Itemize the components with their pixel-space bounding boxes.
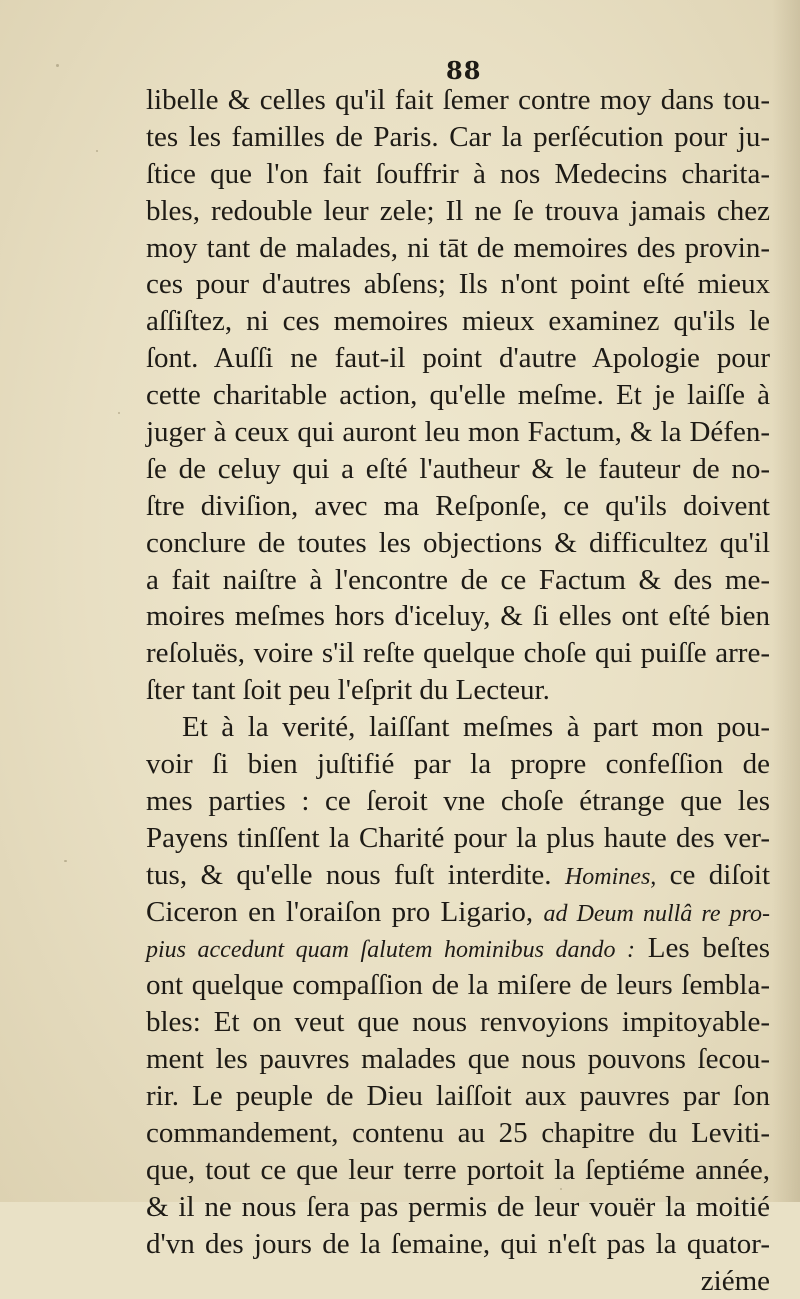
page-number: 88 <box>446 56 481 85</box>
text-line: ces pour d'autres abſens; Ils n'ont point eſté mieux <box>146 266 770 303</box>
text-line: bles: Et on veut que nous renvoyions impitoyable- <box>146 1004 770 1041</box>
text-line: bles, redouble leur zele; Il ne ſe trouva jamais chez <box>146 193 770 230</box>
text-line: mes parties : ce ſeroit vne choſe étrange que les <box>146 783 770 820</box>
text-line: ſont. Auſſi ne faut-il point d'autre Apologie pour <box>146 340 770 377</box>
text-line: & il ne nous ſera pas permis de leur vouër la moitié <box>146 1189 770 1226</box>
text-line: Et à la verité, laiſſant meſmes à part mon pou- <box>146 709 770 746</box>
text-line: moy tant de malades, ni tāt de memoires des provin- <box>146 230 770 267</box>
text-line: ſtre diviſion, avec ma Reſponſe, ce qu'ils doivent <box>146 488 770 525</box>
text-segment: Ciceron en l'oraiſon pro Ligario, <box>146 896 533 928</box>
latin-quote: Homines, <box>565 864 656 890</box>
text-segment: ce diſoit <box>670 859 770 891</box>
text-line: commandement, contenu au 25 chapitre du Leviti- <box>146 1115 770 1152</box>
text-line <box>146 894 770 931</box>
text-line: ſter tant ſoit peu l'eſprit du Lecteur. <box>146 672 770 709</box>
text-line: tes les familles de Paris. Car la perſécution pour ju- <box>146 119 770 156</box>
latin-quote: ad Deum nullâ re pro- <box>544 901 771 927</box>
text-line: cette charitable action, qu'elle meſme. Et je laiſſe à <box>146 377 770 414</box>
paper-speck <box>118 412 120 414</box>
text-line: que, tout ce que leur terre portoit la ſeptiéme année, <box>146 1152 770 1189</box>
text-line: a fait naiſtre à l'encontre de ce Factum & des me- <box>146 562 770 599</box>
paper-speck <box>56 64 59 67</box>
page-edge-shadow <box>772 0 800 1202</box>
text-line <box>146 857 770 894</box>
text-line: libelle & celles qu'il fait ſemer contre moy dans tou- <box>146 82 770 119</box>
catchword: ziéme <box>146 1263 770 1299</box>
text-line: Payens tinſſent la Charité pour la plus haute des ver- <box>146 820 770 857</box>
text-line: voir ſi bien juſtifié par la propre confeſſion de <box>146 746 770 783</box>
text-line: d'vn des jours de la ſemaine, qui n'eſt pas la quator- <box>146 1226 770 1263</box>
latin-quote: pius accedunt quam ſalutem hominibus dando : <box>146 937 635 963</box>
text-line: moires meſmes hors d'iceluy, & ſi elles ont eſté bien <box>146 598 770 635</box>
text-line <box>146 930 770 967</box>
text-line: ont quelque compaſſion de la miſere de leurs ſembla- <box>146 967 770 1004</box>
text-line: ſe de celuy qui a eſté l'autheur & le fauteur de no- <box>146 451 770 488</box>
body-text <box>146 82 770 1299</box>
paper-speck <box>96 150 98 152</box>
text-segment: Les beſtes <box>648 932 770 964</box>
text-segment: tus, & qu'elle nous fuſt interdite. <box>146 859 552 891</box>
text-line: aſſiſtez, ni ces memoires mieux examinez qu'ils le <box>146 303 770 340</box>
text-line: ment les pauvres malades que nous pouvons ſecou- <box>146 1041 770 1078</box>
text-line: reſoluës, voire s'il reſte quelque choſe qui puiſſe arre- <box>146 635 770 672</box>
text-line: rir. Le peuple de Dieu laiſſoit aux pauvres par ſon <box>146 1078 770 1115</box>
text-line: ſtice que l'on fait ſouffrir à nos Medecins charita- <box>146 156 770 193</box>
text-line: juger à ceux qui auront leu mon Factum, & la Défen- <box>146 414 770 451</box>
paper-speck <box>64 860 67 862</box>
text-line: conclure de toutes les objections & difficultez qu'il <box>146 525 770 562</box>
